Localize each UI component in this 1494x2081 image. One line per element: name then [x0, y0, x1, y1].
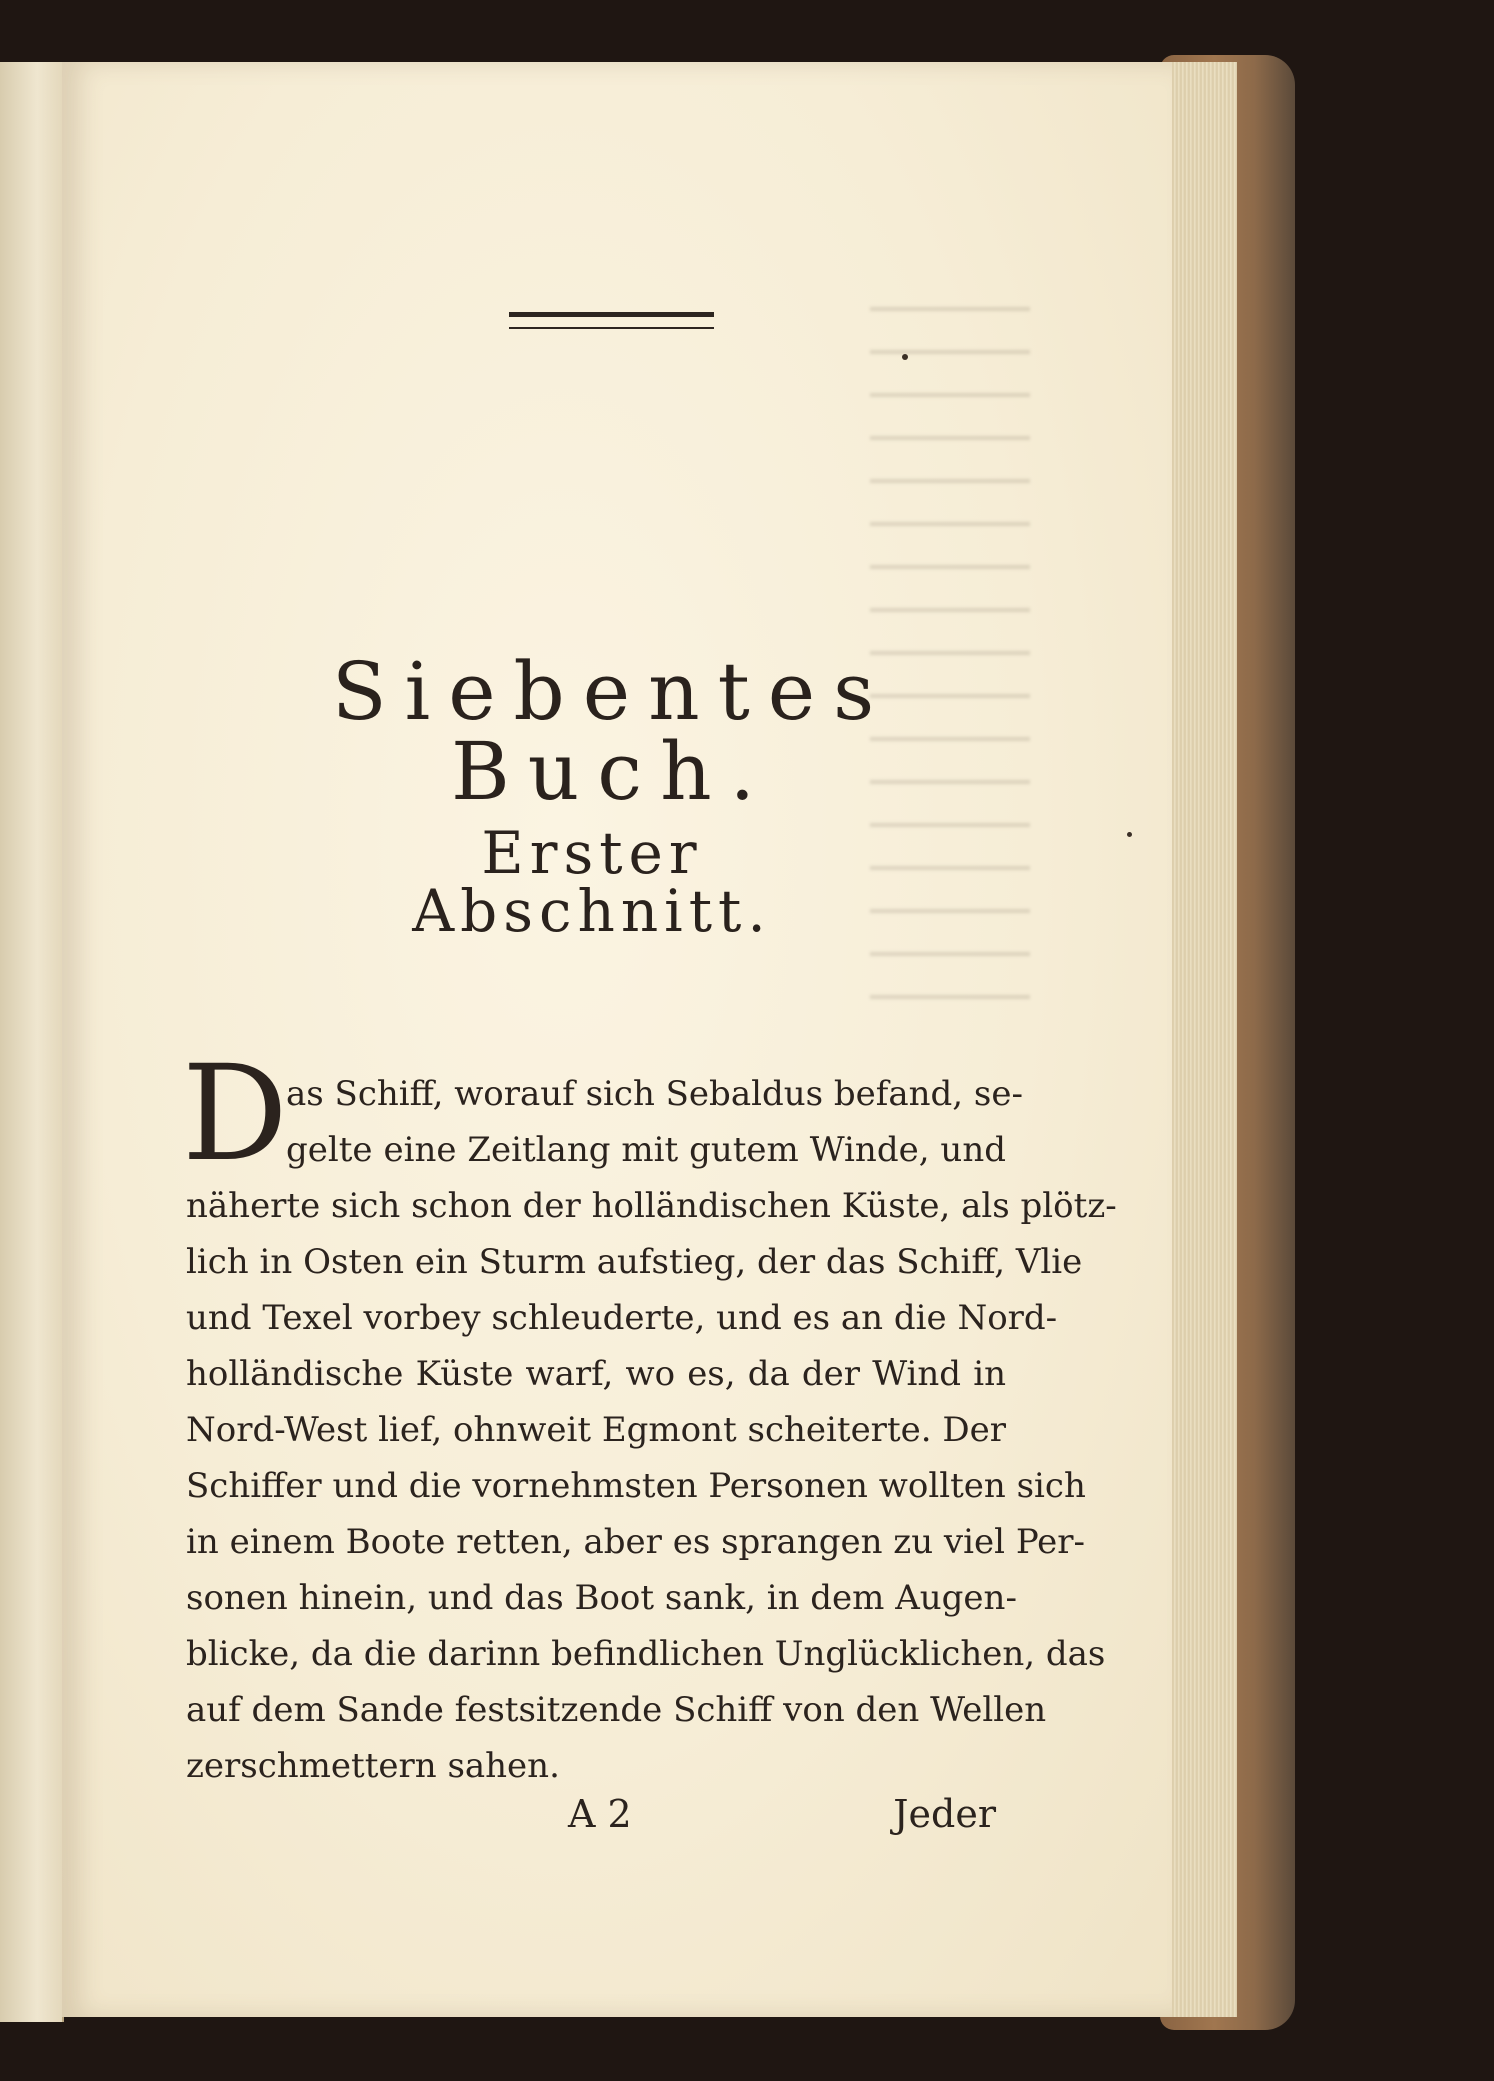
text-line: as Schiff, worauf sich Sebaldus befand, se-	[286, 1074, 1023, 1114]
page-footer	[186, 1792, 1006, 1852]
book-page	[62, 62, 1172, 2017]
text-line: zerschmettern sahen.	[186, 1746, 560, 1786]
text-line: sonen hinein, und das Boot sank, in dem Augen-	[186, 1578, 1017, 1618]
text-line: und Texel vorbey schleuderte, und es an die Nord-	[186, 1298, 1058, 1338]
chapter-title: Erster Abschnitt.	[412, 819, 772, 945]
text-line: Nord-West lief, ohnweit Egmont scheiterte. Der	[186, 1410, 1006, 1450]
signature-mark: A 2	[568, 1792, 632, 1836]
text-line: auf dem Sande festsitzende Schiff von den Wellen	[186, 1690, 1047, 1730]
text-line: holländische Küste warf, wo es, da der Wind in	[186, 1354, 1006, 1394]
text-line: in einem Boote retten, aber es sprangen zu viel Per-	[186, 1522, 1086, 1562]
text-line: gelte eine Zeitlang mit gutem Winde, und	[286, 1130, 1006, 1170]
text-line: Schiffer und die vornehmsten Personen wollten sich	[186, 1466, 1086, 1506]
text-line: blicke, da die darinn befindlichen Unglücklichen, das	[186, 1634, 1106, 1674]
text-line: lich in Osten ein Sturm aufstieg, der das Schiff, Vlie	[186, 1242, 1083, 1282]
body-text	[182, 1037, 1117, 1794]
decorative-rule	[509, 312, 714, 329]
ink-speck	[902, 354, 908, 360]
left-page-edge	[0, 62, 64, 2022]
book-title: Siebentes Buch.	[331, 645, 893, 818]
drop-cap: D	[182, 1037, 288, 1191]
catchword: Jeder	[893, 1792, 996, 1836]
text-line: näherte sich schon der holländischen Küste, als plötz-	[186, 1186, 1117, 1226]
page-block-edges	[1165, 62, 1237, 2017]
ink-speck	[1127, 832, 1132, 837]
